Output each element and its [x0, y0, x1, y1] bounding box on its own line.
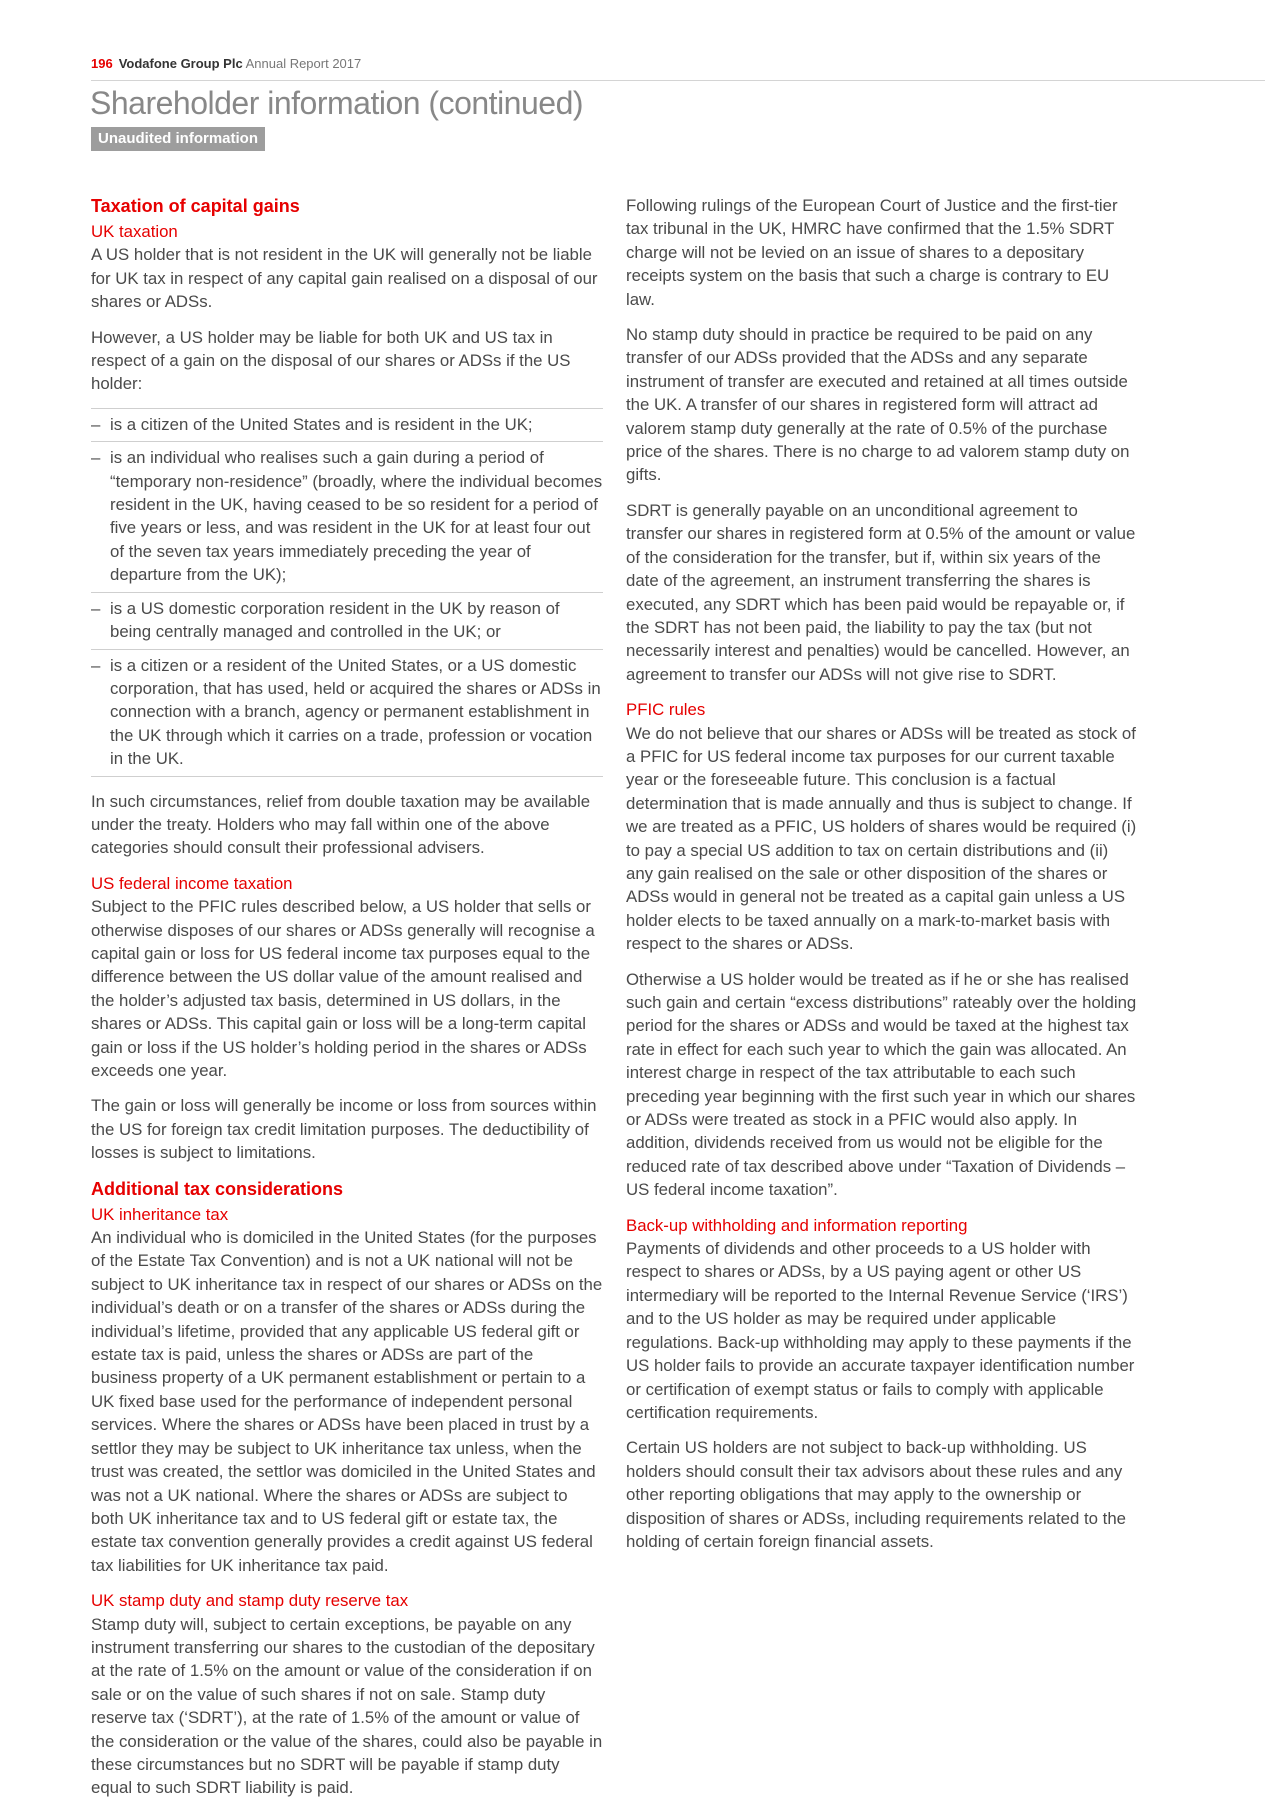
subheading-uk-inheritance-tax: UK inheritance tax — [91, 1204, 229, 1224]
paragraph-sdrt: SDRT is generally payable on an unconditional agreement to transfer our shares in registered form at 0.5% of the amount or value of the consideration for the transfer, but if, within six years of the date of the agreement, an instrument transferring the shares is executed, any SDRT which has been paid would be repayable or, if the SDRT has not been paid, the liability to pay the tax (but not necessarily interest and penalties) would be cancelled. However, an agreement to transfer our ADSs will not give rise to SDRT. — [626, 500, 1136, 684]
paragraph-uk-taxation: A US holder that is not resident in the UK will generally not be liable for UK tax in respect of any capital gain realised on a disposal of our shares or ADSs. — [91, 245, 598, 312]
paragraph-otherwise: Otherwise a US holder would be treated as if he or she has realised such gain and certain “excess distributions” rateably over the holding period for the shares or ADSs and would be taxed at the highest tax rate in effect for each such year to which the gain was allocated. An interest charge in respect of the tax attributable to each such preceding year beginning with the first such year in which our shares or ADSs were treated as stock in a PFIC would also apply. In addition, dividends received from us would not be eligible for the reduced rate of tax described above under “Taxation of Dividends – US federal income taxation”. — [626, 969, 1137, 1200]
paragraph-certain-holders: Certain US holders are not subject to back-up withholding. US holders should consult their tax advisors about these rules and any other reporting obligations that may apply to the ownership or disposition of shares or ADSs, including requirements related to the holding of certain foreign financial assets. — [626, 1438, 1126, 1551]
running-header — [91, 56, 1265, 81]
page-number: 196 — [91, 56, 113, 71]
unaudited-badge: Unaudited information — [91, 127, 265, 151]
heading-taxation-of-capital-gains: Taxation of capital gains — [91, 196, 300, 216]
subheading-uk-stamp-duty: UK stamp duty and stamp duty reserve tax — [91, 1591, 409, 1611]
subheading-us-federal-income-taxation: US federal income taxation — [91, 873, 293, 893]
conditions-list — [91, 408, 603, 777]
heading-additional-tax-considerations: Additional tax considerations — [91, 1178, 344, 1199]
list-item: – is an individual who realises such a gain during a period of “temporary non-residence” (broadly, where the individual becomes resident in the UK, having ceased to be so resident for a period of five years or less, and was resident in the UK for at least four out of the seven tax years immediately preceding the year of departure from the UK); — [91, 442, 603, 592]
paragraph-pfic: We do not believe that our shares or ADSs will be treated as stock of a PFIC for US federal income tax purposes for our current taxable year or the foreseeable future. This conclusion is a factual determination that is made annually and thus is subject to change. If we are treated as a PFIC, US holders of shares would be required (i) to pay a special US addition to tax on certain distributions and (ii) any gain realised on the sale or other disposition of the shares or ADSs would in general not be treated as a capital gain unless a US holder elects to be taxed annually on a mark-to-market basis with respect to the shares or ADSs. — [626, 723, 1137, 954]
right-column — [626, 194, 1138, 1565]
subheading-backup-withholding: Back-up withholding and information reporting — [626, 1215, 968, 1235]
page-title: Shareholder information (continued) — [90, 85, 584, 121]
list-item: – is a citizen or a resident of the United States, or a US domestic corporation, that has used, held or acquired the shares or ADSs in connection with a branch, agency or permanent establishment in the UK through which it carries on a trade, profession or vocation in the UK. — [91, 650, 603, 777]
left-column — [91, 194, 603, 1812]
paragraph-stamp-duty: Stamp duty will, subject to certain exceptions, be payable on any instrument transferring our shares to the custodian of the depositary at the rate of 1.5% on the amount or value of the consideration if on sale or on the value of such shares if not on sale. Stamp duty reserve tax (‘SDRT’), at the rate of 1.5% of the amount or value of the consideration or the value of the shares, could also be payable in these circumstances but no SDRT will be payable if stamp duty equal to such SDRT liability is paid. — [91, 1614, 603, 1798]
list-item-text: is a citizen or a resident of the United States, or a US domestic corporation, that has used, held or acquired the shares or ADSs in connection with a branch, agency or permanent establishment in the UK through which it carries on a trade, profession or vocation in the UK. — [110, 655, 601, 769]
paragraph-us-federal: Subject to the PFIC rules described below, a US holder that sells or otherwise disposes of our shares or ADSs generally will recognise a capital gain or loss for US federal income tax purposes equal to the difference between the US dollar value of the amount realised and the holder’s adjusted tax basis, determined in US dollars, in the shares or ADSs. This capital gain or loss will be a long-term capital gain or loss if the US holder’s holding period in the shares or ADSs exceeds one year. — [91, 897, 595, 1080]
report-name: Annual Report 2017 — [242, 56, 362, 71]
paragraph-however: However, a US holder may be liable for both UK and US tax in respect of a gain on the disposal of our shares or ADSs if the US holder: — [91, 327, 571, 394]
list-item: – is a US domestic corporation resident in the UK by reason of being centrally managed and controlled in the UK; or — [91, 593, 603, 650]
list-item-text: is a citizen of the United States and is resident in the UK; — [110, 414, 533, 434]
paragraph-gain-or-loss: The gain or loss will generally be income or loss from sources within the US for foreign tax credit limitation purposes. The deductibility of losses is subject to limitations. — [91, 1096, 597, 1163]
paragraph-backup: Payments of dividends and other proceeds to a US holder with respect to shares or ADSs, by a US paying agent or other US intermediary will be reported to the Internal Revenue Service (‘IRS’) and to the US holder as may be required under applicable regulations. Back-up withholding may apply to these payments if the US holder fails to provide an accurate taxpayer identification number or certification of exempt status or fails to comply with applicable certification requirements. — [626, 1239, 1135, 1422]
list-item-text: is an individual who realises such a gain during a period of “temporary non-residence” (broadly, where the individual becomes resident in the UK, having ceased to be so resident for a period of five years or less, and was resident in the UK for at least four out of the seven tax years immediately preceding the year of departure from the UK); — [110, 448, 603, 585]
subheading-uk-taxation: UK taxation — [91, 222, 178, 241]
paragraph-no-stamp-duty: No stamp duty should in practice be required to be paid on any transfer of our ADSs provided that the ADSs and any separate instrument of transfer are executed and retained at all times outside the UK. A transfer of our shares in registered form will attract ad valorem stamp duty generally at the rate of 0.5% of the purchase price of the shares. There is no charge to ad valorem stamp duty on gifts. — [626, 325, 1130, 485]
list-item: – is a citizen of the United States and is resident in the UK; — [91, 409, 603, 442]
list-item-text: is a US domestic corporation resident in the UK by reason of being centrally managed and controlled in the UK; or — [110, 598, 560, 642]
paragraph-relief: In such circumstances, relief from double taxation may be available under the treaty. Holders who may fall within one of the above categories should consult their professional advisers. — [91, 791, 591, 858]
paragraph-rulings: Following rulings of the European Court of Justice and the first-tier tax tribunal in the UK, HMRC have confirmed that the 1.5% SDRT charge will not be levied on an issue of shares to a depositary receipts system on the basis that such a charge is contrary to EU law. — [626, 196, 1118, 309]
subheading-pfic-rules: PFIC rules — [626, 700, 706, 720]
paragraph-inheritance: An individual who is domiciled in the United States (for the purposes of the Estate Tax Convention) and is not a UK national will not be subject to UK inheritance tax in respect of our shares or ADSs on the individual’s death or on a transfer of the shares or ADSs during the individual’s lifetime, provided that any applicable US federal gift or estate tax is paid, unless the shares or ADSs are part of the business property of a UK permanent establishment or pertain to a UK fixed base used for the performance of independent personal services. Where the shares or ADSs have been placed in trust by a settlor they may be subject to UK inheritance tax unless, when the trust was created, the settlor was domiciled in the United States and was not a UK national. Where the shares or ADSs are subject to both UK inheritance tax and to US federal gift or estate tax, the estate tax convention generally provides a credit against US federal tax liabilities for UK inheritance tax paid. — [91, 1228, 603, 1575]
company-name: Vodafone Group Plc — [118, 56, 243, 71]
